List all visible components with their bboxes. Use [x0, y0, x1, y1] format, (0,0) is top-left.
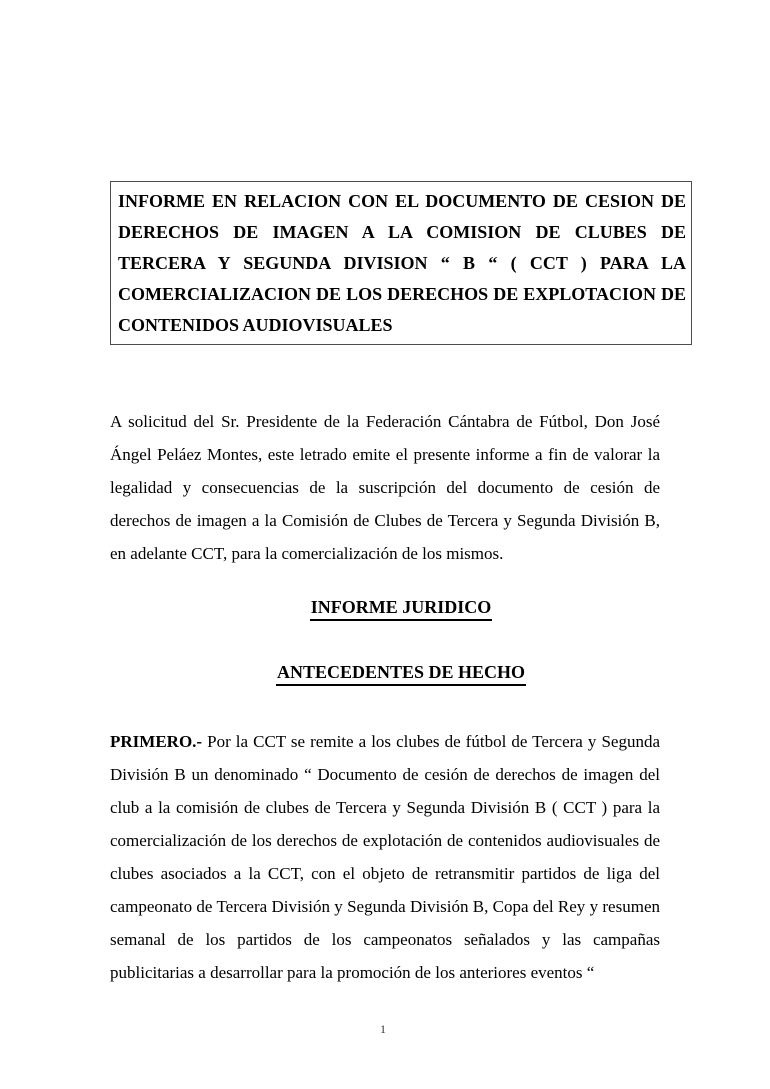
title-box — [110, 181, 692, 345]
heading-informe-juridico — [110, 596, 692, 621]
title-line: TERCERA Y SEGUNDA DIVISION “ B “ ( CCT ) PARA LA — [118, 253, 686, 273]
paragraph-primero — [110, 725, 660, 989]
title-line: CONTENIDOS AUDIOVISUALES — [118, 315, 393, 335]
page-number: 1 — [380, 1022, 386, 1036]
title-line: COMERCIALIZACION DE LOS DERECHOS DE EXPLOTACION DE — [118, 284, 686, 304]
heading-antecedentes-text: ANTECEDENTES DE HECHO — [276, 661, 526, 686]
title-line: DERECHOS DE IMAGEN A LA COMISION DE CLUBES DE — [118, 222, 686, 242]
title-line: INFORME EN RELACION CON EL DOCUMENTO DE CESION DE — [118, 191, 686, 211]
paragraph-primero-body: Por la CCT se remite a los clubes de fútbol de Tercera y Segunda División B un denominado “ Documento de cesión de derechos de imagen del club a la comisión de clubes de Tercera y Segunda División B ( CCT ) para la comercialización de los derechos de explotación de contenidos audiovisuales de clubes asociados a la CCT, con el objeto de retransmitir partidos de liga del campeonato de Tercera División y Segunda División B, Copa del Rey y resumen semanal de los partidos de los campeonatos señalados y las campañas publicitarias a desarrollar para la promoción de los anteriores eventos “ — [110, 732, 660, 982]
paragraph-primero-lead: PRIMERO.- — [110, 732, 203, 751]
heading-antecedentes-de-hecho — [110, 661, 692, 686]
heading-informe-juridico-text: INFORME JURIDICO — [310, 596, 493, 621]
intro-paragraph: A solicitud del Sr. Presidente de la Federación Cántabra de Fútbol, Don José Ángel Peláez Montes, este letrado emite el presente informe a fin de valorar la legalidad y consecuencias de la suscripción del documento de cesión de derechos de imagen a la Comisión de Clubes de Tercera y Segunda División B, en adelante CCT, para la comercialización de los mismos. — [110, 412, 660, 563]
